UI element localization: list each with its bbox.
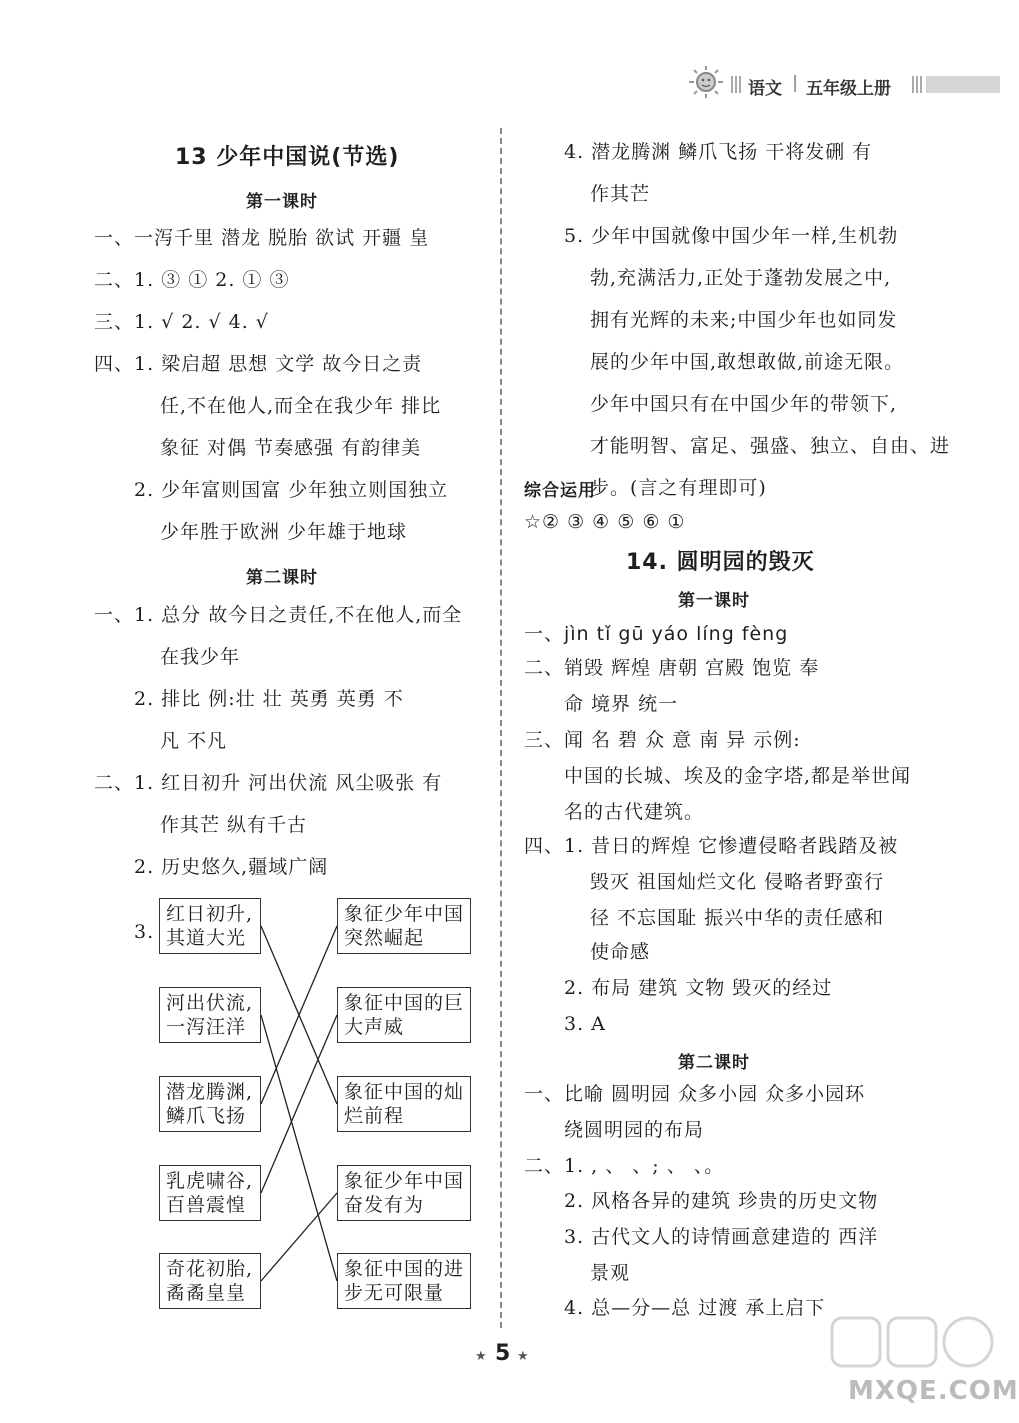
answer-line: 2. 少年富则国富 少年独立则国独立 — [134, 479, 449, 501]
answer-line: 作其芒 — [590, 183, 651, 205]
match-right-box: 象征少年中国 突然崛起 — [337, 898, 471, 954]
answer-line: 3. — [134, 921, 155, 943]
section-title-14: 14. 圆明园的毁灭 — [626, 550, 815, 575]
answer-line: 勃,充满活力,正处于蓬勃发展之中, — [590, 267, 892, 289]
watermark-text: MXQE.COM — [848, 1376, 1019, 1406]
answer-line: 任,不在他人,而全在我少年 排比 — [160, 395, 442, 417]
answer-line: 2. 风格各异的建筑 珍贵的历史文物 — [564, 1190, 879, 1212]
answer-line: 二、销毁 辉煌 唐朝 宫殿 饱览 奉 — [524, 657, 820, 679]
answer-line: 使命感 — [590, 941, 651, 963]
answer-line: 径 不忘国耻 振兴中华的责任感和 — [590, 907, 885, 929]
answer-line: 景观 — [590, 1262, 631, 1284]
star-icon: ★ — [475, 1349, 487, 1364]
section-title-13: 13 少年中国说(节选) — [175, 145, 400, 170]
lesson-heading-2: 第二课时 — [678, 1053, 750, 1073]
answer-line: 二、1. 红日初升 河出伏流 风尘吸张 有 — [94, 772, 443, 794]
answer-line: 三、1. √ 2. √ 4. √ — [94, 311, 269, 333]
answer-line: 才能明智、富足、强盛、独立、自由、进 — [590, 435, 951, 457]
answer-line: 一、一泻千里 潜龙 脱胎 欲试 开疆 皇 — [94, 227, 430, 249]
match-left-box: 奇花初胎, 矞矞皇皇 — [159, 1253, 261, 1309]
answer-line: 一、1. 总分 故今日之责任,不在他人,而全 — [94, 604, 463, 626]
grade-label: 五年级上册 — [806, 79, 891, 99]
answer-line: 二、1. ③ ① 2. ① ③ — [94, 269, 290, 291]
answer-line: 少年胜于欧洲 少年雄于地球 — [160, 521, 408, 543]
answer-line: 中国的长城、埃及的金字塔,都是举世闻 — [564, 765, 912, 787]
answer-line: 少年中国只有在中国少年的带领下, — [590, 393, 898, 415]
match-left-box: 潜龙腾渊, 鳞爪飞扬 — [159, 1076, 261, 1132]
matching-lines — [0, 0, 500, 1423]
subject-label: 语文 — [748, 79, 782, 99]
zonghe-heading: 综合运用 — [524, 481, 596, 501]
answer-line: 命 境界 统一 — [564, 693, 679, 715]
header-divider-bars — [912, 76, 924, 93]
answer-line: 3. 古代文人的诗情画意建造的 西洋 — [564, 1226, 879, 1248]
answer-line: 4. 潜龙腾渊 鳞爪飞扬 干将发硎 有 — [564, 141, 873, 163]
header-divider-bars — [731, 76, 741, 93]
answer-line: 2. 排比 例:壮 壮 英勇 英勇 不 — [134, 688, 404, 710]
answer-line: 名的古代建筑。 — [564, 801, 705, 823]
answer-line: 2. 历史悠久,疆域广阔 — [134, 856, 329, 878]
answer-line: 拥有光辉的未来;中国少年也如同发 — [590, 309, 898, 331]
answer-line: 3. A — [564, 1013, 606, 1035]
star-icon: ★ — [517, 1349, 529, 1364]
answer-line: 2. 布局 建筑 文物 毁灭的经过 — [564, 977, 833, 999]
answer-line: 在我少年 — [160, 646, 241, 668]
answer-line: 4. 总—分—总 过渡 承上启下 — [564, 1297, 826, 1319]
answer-line: 5. 少年中国就像中国少年一样,生机勃 — [564, 225, 899, 247]
answer-line: 展的少年中国,敢想敢做,前途无限。 — [590, 351, 905, 373]
lesson-heading-2: 第二课时 — [246, 568, 318, 588]
answer-line: 绕圆明园的布局 — [564, 1119, 705, 1141]
answer-line: 象征 对偶 节奏感强 有韵律美 — [160, 437, 422, 459]
answer-line: 三、闻 名 碧 众 意 南 异 示例: — [524, 729, 801, 751]
answer-line: 一、jìn tǐ gū yáo líng fèng — [524, 623, 789, 645]
answer-line: ☆② ③ ④ ⑤ ⑥ ① — [524, 511, 686, 533]
match-right-box: 象征中国的进 步无可限量 — [337, 1253, 471, 1309]
match-right-box: 象征中国的灿 烂前程 — [337, 1076, 471, 1132]
header-separator: | — [792, 73, 799, 93]
answer-line: 四、1. 昔日的辉煌 它惨遭侵略者践踏及被 — [524, 835, 899, 857]
answer-line: 四、1. 梁启超 思想 文学 故今日之责 — [94, 353, 423, 375]
match-right-box: 象征中国的巨 大声威 — [337, 987, 471, 1043]
answer-line: 作其芒 纵有千古 — [160, 814, 308, 836]
column-divider — [500, 128, 502, 1328]
sun-face-icon — [686, 64, 726, 100]
watermark-logo-icon — [828, 1312, 998, 1372]
answer-line: 一、比喻 圆明园 众多小园 众多小园环 — [524, 1083, 866, 1105]
lesson-heading-1: 第一课时 — [246, 192, 318, 212]
match-right-box: 象征少年中国 奋发有为 — [337, 1165, 471, 1221]
lesson-heading-1: 第一课时 — [678, 591, 750, 611]
header-gray-band — [926, 76, 1000, 93]
answer-line: 毁灭 祖国灿烂文化 侵略者野蛮行 — [590, 871, 885, 893]
match-left-box: 红日初升, 其道大光 — [159, 898, 261, 954]
answer-line: 二、1. , 、 、; 、 、。 — [524, 1155, 725, 1177]
answer-line: 步。(言之有理即可) — [590, 477, 767, 499]
match-left-box: 乳虎啸谷, 百兽震惶 — [159, 1165, 261, 1221]
answer-line: 凡 不凡 — [160, 730, 228, 752]
page-number: 5 — [495, 1341, 511, 1366]
match-left-box: 河出伏流, 一泻汪洋 — [159, 987, 261, 1043]
